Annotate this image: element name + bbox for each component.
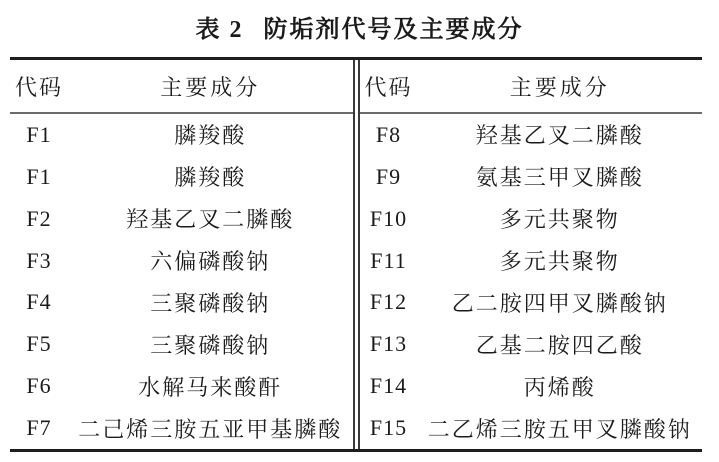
table-row — [10, 114, 353, 156]
table-row — [10, 240, 353, 282]
code-cell: F8 — [375, 121, 402, 147]
table-right-panel — [360, 60, 703, 449]
table-body-left — [10, 114, 353, 449]
table-row — [10, 407, 353, 449]
table-left-panel — [10, 60, 353, 449]
code-cell: F7 — [26, 415, 52, 441]
antiscalant-table — [10, 57, 702, 452]
component-cell: 水解马来酸酐 — [138, 374, 283, 400]
code-cell: F12 — [369, 289, 408, 315]
table-row — [360, 114, 703, 156]
component-cell: 氨基三甲叉膦酸 — [475, 165, 644, 191]
table-caption-text: 防垢剂代号及主要成分 — [263, 17, 524, 43]
table-row — [10, 282, 353, 324]
code-cell: F11 — [370, 247, 407, 273]
component-cell: 乙二胺四甲叉膦酸钠 — [451, 290, 668, 316]
component-cell: 三聚磷酸钠 — [150, 290, 271, 316]
code-cell: F10 — [369, 205, 408, 231]
code-cell: F1 — [26, 163, 52, 189]
code-cell: F1 — [26, 121, 52, 147]
header-component-cell: 主要成分 — [509, 74, 610, 100]
table-header-right — [360, 60, 703, 114]
header-code-cell: 代码 — [14, 74, 63, 100]
table-row — [360, 198, 703, 240]
code-cell: F15 — [369, 415, 408, 441]
code-cell: F14 — [369, 373, 408, 399]
component-cell: 多元共聚物 — [499, 249, 620, 275]
header-component-cell: 主要成分 — [160, 74, 261, 100]
table-row — [10, 156, 353, 198]
component-cell: 二己烯三胺五亚甲基膦酸 — [78, 416, 343, 442]
table-row — [10, 365, 353, 407]
component-cell: 乙基二胺四乙酸 — [475, 332, 644, 358]
table-row — [360, 156, 703, 198]
table-row — [360, 407, 703, 449]
component-cell: 三聚磷酸钠 — [150, 332, 271, 358]
component-cell: 膦羧酸 — [174, 165, 247, 191]
table-row — [360, 323, 703, 365]
component-cell: 二乙烯三胺五甲叉膦酸钠 — [427, 416, 692, 442]
code-cell: F9 — [375, 163, 402, 189]
component-cell: 膦羧酸 — [174, 123, 247, 149]
component-cell: 丙烯酸 — [523, 374, 596, 400]
table-row — [10, 198, 353, 240]
table-body-right — [360, 114, 703, 449]
component-cell: 羟基乙叉二膦酸 — [475, 123, 644, 149]
table-header-left — [10, 60, 353, 114]
table-row — [360, 240, 703, 282]
table-row — [360, 282, 703, 324]
component-cell: 六偏磷酸钠 — [150, 249, 271, 275]
code-cell: F5 — [26, 331, 52, 357]
code-cell: F6 — [26, 373, 52, 399]
code-cell: F3 — [26, 247, 52, 273]
table-number: 表 2 — [195, 17, 244, 43]
code-cell: F4 — [26, 289, 52, 315]
table-row — [360, 365, 703, 407]
component-cell: 羟基乙叉二膦酸 — [126, 207, 295, 233]
table-caption — [0, 9, 719, 44]
header-code-cell: 代码 — [364, 74, 413, 100]
code-cell: F2 — [26, 205, 52, 231]
code-cell: F13 — [369, 331, 408, 357]
table-row — [10, 323, 353, 365]
component-cell: 多元共聚物 — [499, 207, 620, 233]
column-divider-double-rule — [353, 60, 360, 449]
